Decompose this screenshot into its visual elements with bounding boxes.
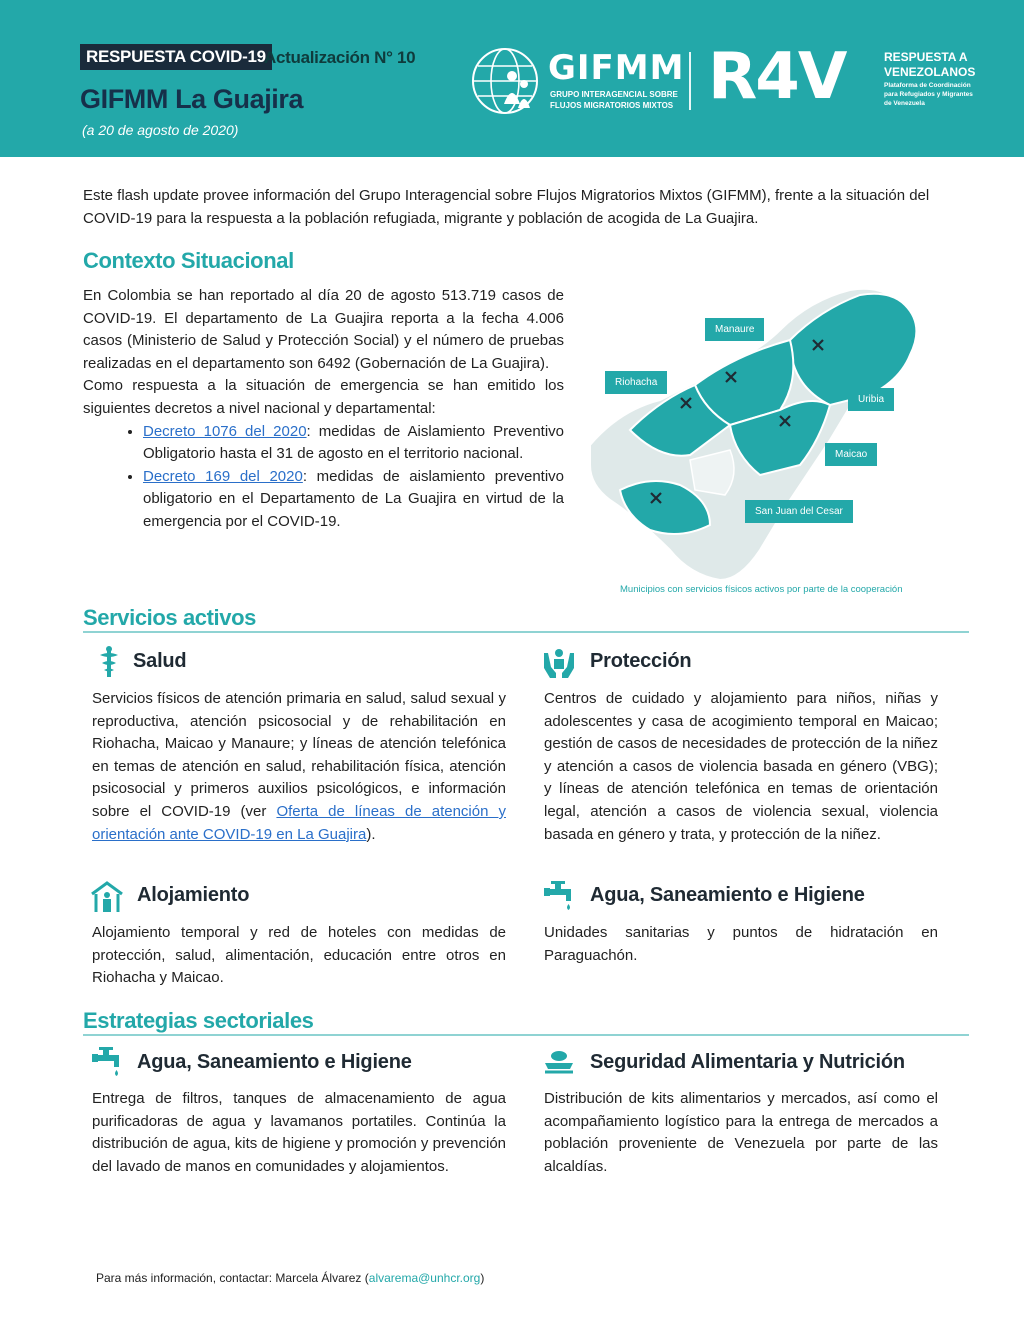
agua-services-title: Agua, Saneamiento e Higiene bbox=[590, 884, 865, 906]
gifmm-subtitle-2: FLUJOS MIGRATORIOS MIXTOS bbox=[550, 101, 674, 110]
map-label-san-juan: San Juan del Cesar bbox=[745, 500, 853, 523]
decree-169-link[interactable]: Decreto 169 del 2020 bbox=[143, 467, 303, 485]
r4v-title-1: RESPUESTA A bbox=[884, 50, 968, 64]
seguridad-title: Seguridad Alimentaria y Nutrición bbox=[590, 1051, 905, 1073]
r4v-wordmark: R4V bbox=[708, 40, 846, 114]
r4v-sub-3: de Venezuela bbox=[884, 100, 925, 107]
salud-title: Salud bbox=[133, 650, 187, 672]
decree-list bbox=[143, 421, 564, 534]
water-tap-icon bbox=[90, 1044, 124, 1078]
intro-paragraph: Este flash update provee información del Grupo Interagencial sobre Flujos Migratorios Mixtos (GIFMM), frente a la situación del COVID-19 para la respuesta a la población refugiada, migrante y población de acogida de La Guajira. bbox=[83, 187, 930, 227]
report-date: (a 20 de agosto de 2020) bbox=[82, 122, 239, 138]
gifmm-subtitle-1: GRUPO INTERAGENCIAL SOBRE bbox=[550, 90, 678, 99]
services-heading: Servicios activos bbox=[83, 605, 256, 630]
salud-tail: ). bbox=[366, 825, 376, 843]
food-icon bbox=[542, 1046, 576, 1080]
context-paragraph-2: Como respuesta a la situación de emergencia se han emitido los siguientes decretos a nivel nacional y departamental: bbox=[83, 377, 564, 417]
page-title: GIFMM La Guajira bbox=[80, 84, 304, 114]
covid-response-tag: RESPUESTA COVID-19 bbox=[80, 44, 272, 70]
strategies-divider bbox=[83, 1034, 969, 1036]
r4v-title-2: VENEZOLANOS bbox=[884, 65, 976, 79]
update-number: Actualización N° 10 bbox=[264, 48, 416, 67]
globe-people-icon bbox=[466, 46, 544, 116]
agua-strategy-title: Agua, Saneamiento e Higiene bbox=[137, 1051, 412, 1073]
gifmm-logo bbox=[466, 46, 685, 116]
logo-divider bbox=[689, 52, 691, 110]
protection-hands-icon bbox=[542, 645, 576, 679]
caduceus-icon bbox=[92, 645, 126, 679]
strategies-heading: Estrategias sectoriales bbox=[83, 1008, 314, 1033]
decree-169-text: : medidas de aislamiento preventivo obligatorio en el Departamento de La Guajira en virtud de la emergencia por el COVID-19. bbox=[143, 467, 565, 530]
decree-item bbox=[143, 466, 564, 534]
agua-services-text: Unidades sanitarias y puntos de hidratación en Paraguachón. bbox=[544, 924, 938, 964]
agua-strategy-text: Entrega de filtros, tanques de almacenamiento de agua purificadoras de agua y lavamanos portatiles. Continúa la distribución de agua, kits de higiene y promoción y prevención del lavado de manos en comunidades y alojamientos. bbox=[92, 1090, 506, 1175]
footer-text: Para más información, contactar: Marcela Álvarez ( bbox=[96, 1271, 369, 1285]
alojamiento-text: Alojamiento temporal y red de hoteles con medidas de protección, salud, alimentación, educación entre otros en Riohacha y Maicao. bbox=[92, 924, 506, 987]
map-caption: Municipios con servicios físicos activos por parte de la cooperación bbox=[620, 584, 903, 595]
footer-close: ) bbox=[480, 1271, 485, 1285]
map-label-maicao: Maicao bbox=[825, 443, 877, 466]
la-guajira-map bbox=[580, 280, 970, 580]
map-shape bbox=[580, 280, 970, 580]
context-body bbox=[83, 285, 564, 534]
gifmm-wordmark: GIFMM bbox=[548, 48, 685, 88]
salud-text bbox=[92, 688, 506, 846]
r4v-sub-1: Plataforma de Coordinación bbox=[884, 82, 971, 89]
decree-1076-text: : medidas de Aislamiento Preventivo Obligatorio hasta el 31 de agosto en el territorio nacional. bbox=[143, 422, 565, 463]
proteccion-text: Centros de cuidado y alojamiento para niños, niñas y adolescentes y casa de acogimiento temporal en Maicao; gestión de casos de necesidades de protección de la niñez y atención a casos de violencia basada en género (VBG); y líneas de atención telefónica en temas de orientación legal, atención a casos de violencia sexual, violencia basada en género y trata, y protección de la niñez. bbox=[544, 690, 938, 843]
context-paragraph-1: En Colombia se han reportado al día 20 de agosto 513.719 casos de COVID-19. El departamento de La Guajira reporta a la fecha 4.006 casos (Ministerio de Salud y Protección Social) y el número de pruebas realizadas en el departamento son 6492 (Gobernación de La Guajira). bbox=[83, 287, 564, 372]
services-divider bbox=[83, 631, 969, 633]
map-label-uribia: Uribia bbox=[848, 388, 894, 411]
water-tap-icon bbox=[542, 878, 576, 912]
context-heading: Contexto Situacional bbox=[83, 248, 294, 273]
salud-body: Servicios físicos de atención primaria en salud, salud sexual y reproductiva, atención psicosocial y de rehabilitación en Riohacha, Maicao y Manaure; y líneas de atención telefónica en temas de atención en salud, rehabilitación física, atención psicosocial y primeros auxilios psicológicos, e información sobre el COVID-19 (ver bbox=[92, 690, 506, 820]
salud-offer-link[interactable]: Oferta de líneas de atención y orientación ante COVID-19 en La Guajira bbox=[92, 802, 506, 843]
decree-1076-link[interactable]: Decreto 1076 del 2020 bbox=[143, 422, 307, 440]
header-banner bbox=[0, 0, 1024, 157]
map-label-manaure: Manaure bbox=[705, 318, 764, 341]
seguridad-text: Distribución de kits alimentarios y mercados, así como el acompañamiento logístico para la entrega de mercados a población proveniente de Venezuela por parte de las alcaldías. bbox=[544, 1090, 938, 1175]
decree-item bbox=[143, 421, 564, 466]
map-label-riohacha: Riohacha bbox=[605, 371, 667, 394]
shelter-icon bbox=[90, 880, 124, 914]
proteccion-title: Protección bbox=[590, 650, 692, 672]
contact-email-link[interactable]: alvarema@unhcr.org bbox=[368, 1271, 481, 1285]
r4v-sub-2: para Refugiados y Migrantes bbox=[884, 91, 973, 98]
footer-contact bbox=[96, 1271, 484, 1285]
alojamiento-title: Alojamiento bbox=[137, 884, 250, 906]
